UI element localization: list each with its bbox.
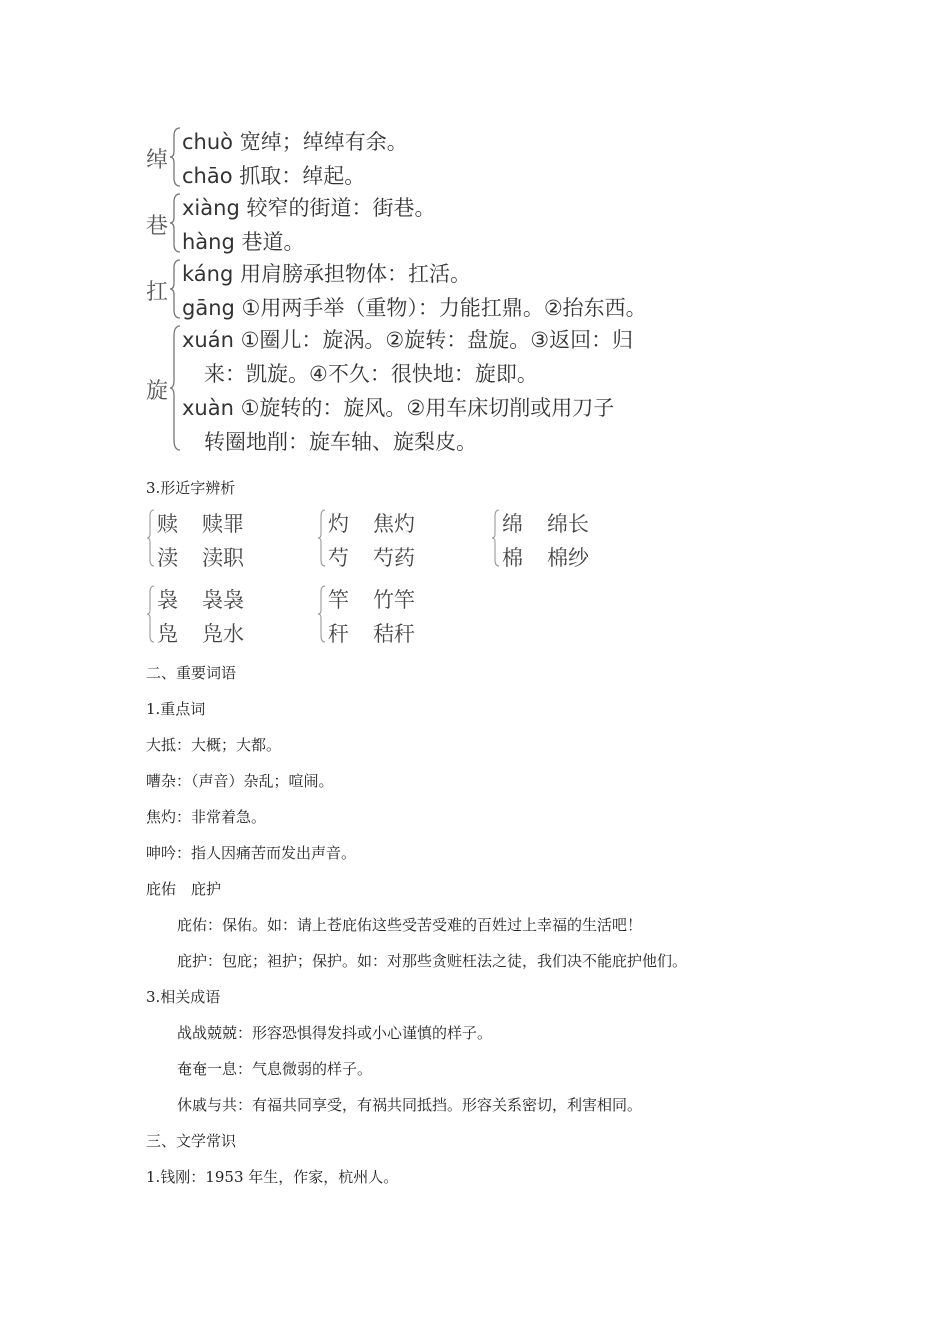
brace-icon xyxy=(147,584,155,644)
section-heading: 二、重要词语 xyxy=(146,664,237,682)
similar-char: 秆 xyxy=(328,622,349,646)
reading-text: 用肩膀承担物体：扛活。 xyxy=(233,262,471,286)
reading-line xyxy=(182,226,305,256)
reading-line xyxy=(182,192,435,222)
reading-text: 巷道。 xyxy=(234,230,305,254)
pinyin: chāo xyxy=(182,164,233,188)
reading-text: 较窄的街道：街巷。 xyxy=(239,196,436,220)
brace-icon xyxy=(492,508,500,568)
polyphone-char: 旋 xyxy=(146,379,169,404)
brace-icon xyxy=(170,126,182,188)
word-definition: 焦灼：非常着急。 xyxy=(146,808,267,826)
word-definition: 嘈杂：（声音）杂乱；喧闹。 xyxy=(146,772,334,790)
subsection-heading: 1.重点词 xyxy=(146,700,206,718)
idiom-definition: 休戚与共：有福共同享受，有祸共同抵挡。形容关系密切，利害相同。 xyxy=(177,1096,643,1114)
word-definition: 庇护：包庇；袒护；保护。如：对那些贪赃枉法之徒，我们决不能庇护他们。 xyxy=(177,952,688,970)
word-definition: 呻吟：指人因痛苦而发出声音。 xyxy=(146,844,357,862)
polyphone-char: 巷 xyxy=(146,214,169,239)
idiom-definition: 战战兢兢：形容恐惧得发抖或小心谨慎的样子。 xyxy=(177,1024,493,1042)
section-heading: 三、文学常识 xyxy=(146,1132,237,1150)
reading-text: ①圈儿：旋涡。②旋转：盘旋。③返回：归 xyxy=(233,328,634,352)
literary-note: 1.钱刚：1953 年生，作家，杭州人。 xyxy=(146,1168,399,1186)
word-definition: 庇佑：保佑。如：请上苍庇佑这些受苦受难的百姓过上幸福的生活吧！ xyxy=(177,916,643,934)
similar-char: 凫水 xyxy=(202,622,244,646)
reading-line xyxy=(182,392,614,422)
pinyin: káng xyxy=(182,262,234,286)
reading-line: 来：凯旋。④不久：很快地：旋即。 xyxy=(204,362,538,386)
pinyin: hàng xyxy=(182,230,235,254)
brace-icon xyxy=(147,508,155,568)
similar-char: 渎职 xyxy=(202,546,244,570)
reading-line xyxy=(182,160,365,190)
brace-icon xyxy=(170,324,182,452)
similar-char: 焦灼 xyxy=(373,512,415,536)
similar-char: 竹竿 xyxy=(373,588,415,612)
similar-char: 渎 xyxy=(157,546,178,570)
subsection-heading: 3.相关成语 xyxy=(146,988,221,1006)
reading-line: 转圈地削：旋车轴、旋梨皮。 xyxy=(204,430,477,454)
reading-line xyxy=(182,292,647,322)
similar-char: 芍药 xyxy=(373,546,415,570)
reading-line xyxy=(182,126,408,156)
similar-char: 棉 xyxy=(502,546,523,570)
reading-text: 宽绰；绰绰有余。 xyxy=(233,130,408,154)
pinyin: chuò xyxy=(182,130,234,154)
reading-text: ①旋转的：旋风。②用车床切削或用刀子 xyxy=(233,396,615,420)
brace-icon xyxy=(170,192,182,254)
idiom-definition: 奄奄一息：气息微弱的样子。 xyxy=(177,1060,373,1078)
pinyin: xuàn xyxy=(182,396,234,420)
reading-line xyxy=(182,258,471,288)
brace-icon xyxy=(170,258,182,320)
reading-line xyxy=(182,324,633,354)
similar-char: 棉纱 xyxy=(547,546,589,570)
similar-char: 凫 xyxy=(157,622,178,646)
pinyin: gāng xyxy=(182,296,235,320)
brace-icon xyxy=(318,508,326,568)
similar-char: 芍 xyxy=(328,546,349,570)
pinyin: xuán xyxy=(182,328,234,352)
section-heading: 3.形近字辨析 xyxy=(146,479,236,497)
polyphone-char: 绰 xyxy=(146,148,169,173)
pinyin: xiàng xyxy=(182,196,240,220)
similar-char: 绵 xyxy=(502,512,523,536)
similar-char: 绵长 xyxy=(547,512,589,536)
polyphone-char: 扛 xyxy=(146,280,169,305)
reading-text: ①用两手举（重物）：力能扛鼎。②抬东西。 xyxy=(234,296,647,320)
word-pair-title: 庇佑 庇护 xyxy=(146,880,222,898)
similar-char: 袅袅 xyxy=(202,588,244,612)
similar-char: 秸秆 xyxy=(373,622,415,646)
reading-text: 抓取：绰起。 xyxy=(232,164,366,188)
brace-icon xyxy=(318,584,326,644)
similar-char: 赎罪 xyxy=(202,512,244,536)
word-definition: 大抵：大概；大都。 xyxy=(146,736,282,754)
similar-char: 赎 xyxy=(157,512,178,536)
similar-char: 竿 xyxy=(328,588,349,612)
similar-char: 袅 xyxy=(157,588,178,612)
similar-char: 灼 xyxy=(328,512,349,536)
